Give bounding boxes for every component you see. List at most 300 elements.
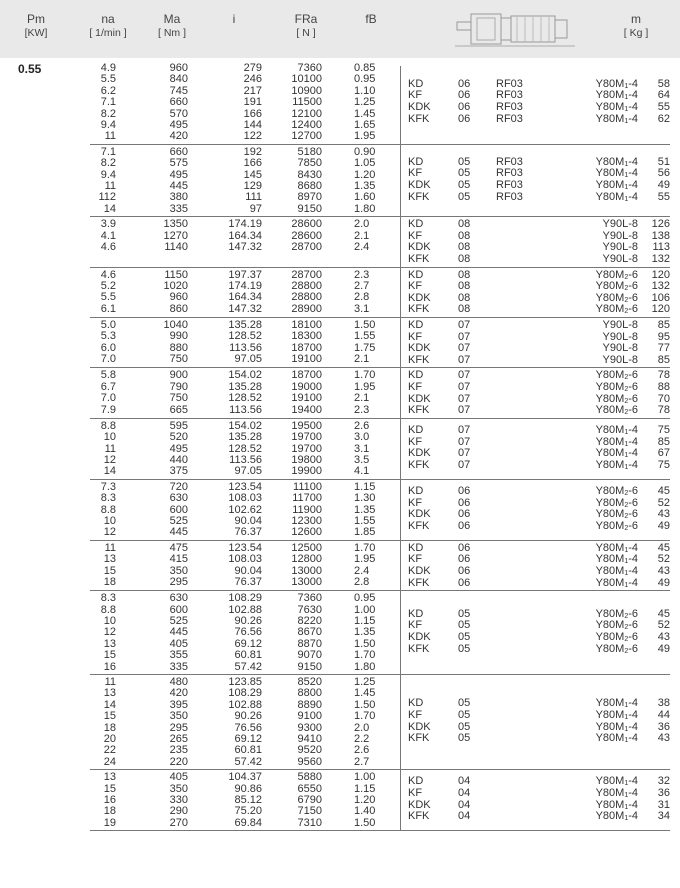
motor-subscript: 1 [624,117,629,125]
header-ma [150,12,194,40]
fb-cell: 1.20 [354,168,376,181]
fb-cell: 1.50 [354,637,376,650]
motor-designation: $Y80M_1-4$ [595,458,638,471]
fb-cell: 2.0 [354,218,370,231]
na-cell: 8.3 [100,592,116,605]
mass-cell: 95 [657,330,670,343]
fra-cell: 5880 [297,771,322,784]
fra-cell: 12400 [291,119,322,131]
i-cell: 279 [243,62,262,74]
mass-cell: 75 [657,424,670,437]
mass-cell: 85 [657,435,670,448]
fra-cell: 28600 [291,229,322,242]
model-size: 06 [458,100,471,113]
fb-cell: 1.75 [354,341,376,354]
i-cell: 174.19 [228,218,262,231]
i-cell: 164.34 [228,291,262,304]
fra-cell: 28800 [291,291,322,304]
table-header [0,0,680,58]
motor-designation: $Y80M_1-4$ [595,89,638,102]
gearmotor-drawing [455,8,595,50]
model-flange: RF03 [496,167,523,180]
ma-cell: 990 [169,330,188,343]
row-group [90,367,670,417]
ma-cell: 570 [169,107,188,120]
fb-cell: 1.05 [354,157,376,170]
i-cell: 128.52 [228,330,262,343]
mass-cell: 106 [651,291,670,304]
i-cell: 102.62 [228,503,262,516]
fra-cell: 11700 [292,492,322,505]
model-size: 07 [458,435,471,448]
model-size: 07 [458,380,471,393]
fb-cell: 2.2 [354,733,370,745]
motor-designation: $Y80M_2-6$ [595,280,638,293]
na-cell: 10 [103,514,116,527]
na-cell: 12 [103,626,116,639]
ma-cell: 745 [169,84,188,97]
model-size: 07 [458,330,471,343]
fra-cell: 6550 [297,782,322,795]
fb-cell: 1.15 [354,480,376,493]
mass-cell: 58 [657,77,670,90]
motor-subscript: 1 [624,429,629,437]
i-cell: 90.26 [234,710,262,723]
mass-cell: 75 [657,458,670,471]
group-divider [90,590,670,591]
ma-cell: 575 [169,157,188,170]
model-type: KD [408,607,424,620]
ma-cell: 220 [169,755,188,768]
motor-subscript: 1 [624,792,629,800]
model-size: 07 [458,447,471,460]
model-size: 06 [458,89,471,102]
na-cell: 8.3 [100,492,116,505]
header-m [616,12,656,40]
motor-designation: $Y80M_1-4$ [595,720,638,733]
motor-subscript: 1 [624,725,629,733]
na-cell: 6.7 [100,380,116,393]
i-cell: 108.03 [228,492,262,505]
motor-subscript: 2 [624,612,629,620]
motor-subscript: 1 [624,558,629,566]
motor-designation: $Y80M_1-4$ [595,732,638,745]
i-cell: 85.12 [234,793,262,806]
mass-cell: 120 [651,303,670,316]
ma-cell: 600 [169,503,188,516]
row-group [90,418,670,479]
header-m-unit: [ Kg ] [623,27,649,39]
model-flange: RF03 [496,89,523,102]
model-size: 07 [458,342,471,355]
fra-cell: 11500 [292,96,322,109]
model-size: 08 [458,229,471,242]
model-size: 08 [458,280,471,293]
mass-cell: 55 [657,100,670,113]
na-cell: 8.8 [100,419,116,432]
model-size: 05 [458,167,471,180]
i-cell: 129 [243,179,262,192]
header-pm [18,12,54,40]
fb-cell: 1.50 [354,816,376,829]
fra-cell: 8870 [297,637,322,650]
na-cell: 15 [103,782,116,795]
mass-cell: 43 [657,732,670,745]
ma-cell: 480 [169,676,188,688]
model-size: 04 [458,798,471,811]
fb-cell: 0.95 [354,73,376,86]
model-type: KD [408,268,424,281]
fra-cell: 10100 [291,73,322,86]
fb-cell: 2.7 [354,279,370,292]
motor-designation: $Y80M_1-4$ [595,167,638,180]
na-cell: 14 [103,202,116,215]
fra-cell: 6790 [297,793,322,806]
motor-designation: $Y80M_1-4$ [595,77,638,90]
model-flange: RF03 [496,155,523,168]
na-cell: 18 [103,575,116,588]
fb-cell: 1.35 [354,626,376,639]
mass-cell: 78 [657,404,670,417]
i-cell: 122 [243,130,262,143]
i-cell: 57.42 [234,755,262,768]
motor-designation: $Y80M_2-6$ [595,519,638,532]
fb-cell: 1.70 [354,541,376,554]
column-divider [400,674,401,769]
i-cell: 76.56 [234,626,262,639]
na-cell: 12 [103,526,116,539]
motor-subscript: 1 [624,714,629,721]
fra-cell: 12100 [291,107,322,120]
fra-cell: 12500 [291,541,322,554]
column-divider [400,66,401,144]
motor-subscript: 1 [624,581,629,589]
fra-cell: 19400 [291,403,322,416]
i-cell: 123.54 [228,480,262,493]
model-type: KFK [408,404,430,417]
motor-designation: $Y80M_1-4$ [595,787,638,800]
motor-subscript: 1 [624,82,629,90]
ma-cell: 475 [169,541,188,554]
model-size: 06 [458,564,471,577]
na-cell: 11 [104,541,116,554]
ma-cell: 420 [169,130,188,143]
model-type: KDK [408,720,431,733]
i-cell: 57.42 [234,660,262,673]
group-divider [90,769,670,770]
ma-cell: 335 [169,660,188,673]
motor-subscript: 1 [624,737,629,745]
fra-cell: 7360 [297,62,322,74]
i-cell: 97.05 [234,353,262,366]
ma-cell: 415 [169,553,188,566]
na-cell: 5.3 [100,330,116,343]
fra-cell: 8430 [297,168,322,181]
mass-cell: 49 [657,519,670,532]
motor-designation: $Y80M_1-4$ [595,541,638,554]
fb-cell: 3.0 [354,431,370,444]
fra-cell: 12300 [291,514,322,527]
ma-cell: 295 [169,721,188,734]
motor-subscript: 2 [624,296,629,304]
na-cell: 20 [103,733,116,745]
i-cell: 69.12 [234,733,262,745]
fb-cell: 2.1 [354,229,370,242]
model-size: 06 [458,519,471,532]
na-cell: 18 [103,721,116,734]
model-size: 08 [458,252,471,265]
i-cell: 69.12 [234,637,262,650]
motor-designation: $Y80M_2-6$ [595,607,638,620]
na-cell: 7.0 [100,392,116,405]
mass-cell: 64 [657,89,670,102]
model-type: KDK [408,508,431,521]
model-size: 06 [458,576,471,589]
fb-cell: 1.55 [354,514,376,527]
model-size: 06 [458,77,471,90]
na-cell: 7.1 [100,145,116,158]
header-i-symbol: i [232,12,236,26]
ma-cell: 350 [169,564,188,577]
row-group [90,674,670,769]
motor-subscript: 2 [624,636,629,644]
motor-designation: Y90L-8 [602,330,638,343]
motor-designation: $Y80M_2-6$ [595,303,638,316]
motor-designation: $Y80M_2-6$ [595,496,638,509]
model-type: KDK [408,564,431,577]
motor-designation: Y90L-8 [602,241,638,254]
i-cell: 108.29 [228,592,262,605]
fb-cell: 1.70 [354,710,376,723]
fra-cell: 19100 [291,392,322,405]
mass-cell: 36 [657,720,670,733]
motor-subscript: 1 [624,463,629,471]
mass-cell: 88 [657,380,670,393]
motor-subscript: 1 [624,452,629,460]
column-divider [400,418,401,479]
mass-cell: 85 [657,353,670,366]
mass-cell: 43 [657,631,670,644]
group-divider [90,144,670,145]
i-cell: 113.56 [229,403,262,416]
motor-designation: $Y80M_1-4$ [595,697,638,710]
motor-subscript: 1 [624,569,629,577]
fb-cell: 1.80 [354,202,376,215]
i-cell: 60.81 [234,744,262,757]
na-cell: 15 [103,710,116,723]
motor-designation: $Y80M_2-6$ [595,508,638,521]
i-cell: 123.85 [228,676,262,688]
model-type: KFK [408,303,430,316]
column-divider [400,267,401,317]
fb-cell: 1.10 [354,84,376,97]
model-size: 07 [458,369,471,382]
fb-cell: 1.35 [354,179,376,192]
header-pm-symbol: Pm [27,12,45,26]
model-type: KDK [408,392,431,405]
mass-cell: 34 [657,810,670,823]
na-cell: 12 [103,453,116,466]
fb-cell: 1.25 [354,96,376,109]
i-cell: 191 [243,96,262,109]
fra-cell: 7630 [297,603,322,616]
i-cell: 154.02 [228,369,262,382]
na-cell: 3.9 [100,218,116,231]
model-size: 06 [458,541,471,554]
na-cell: 13 [103,637,116,650]
model-type: KF [408,229,423,242]
ma-cell: 265 [169,733,188,745]
i-cell: 113.56 [229,453,262,466]
fb-cell: 1.00 [354,603,376,616]
i-cell: 76.37 [234,575,262,588]
model-type: KFK [408,642,430,655]
na-cell: 8.2 [100,107,116,120]
model-size: 04 [458,787,471,800]
model-size: 05 [458,631,471,644]
mass-cell: 51 [657,155,670,168]
na-cell: 112 [98,191,116,204]
ma-cell: 630 [169,592,188,605]
fra-cell: 12800 [291,553,322,566]
fra-cell: 8890 [297,698,322,711]
model-flange: RF03 [496,77,523,90]
i-cell: 90.04 [234,564,262,577]
model-size: 04 [458,775,471,788]
motor-designation: $Y80M_1-4$ [595,709,638,721]
na-cell: 5.5 [100,73,116,86]
na-cell: 7.9 [100,403,116,416]
model-type: KD [408,485,424,498]
fra-cell: 9100 [297,710,322,723]
mass-cell: 49 [657,576,670,589]
i-cell: 90.26 [234,614,262,627]
i-cell: 76.56 [234,721,262,734]
mass-cell: 126 [651,218,670,231]
model-type: KF [408,330,423,343]
motor-subscript: 1 [624,94,629,102]
fra-cell: 8800 [297,687,322,700]
fb-cell: 4.1 [354,465,370,478]
fra-cell: 13000 [291,564,322,577]
motor-designation: $Y80M_2-6$ [595,291,638,304]
motor-designation: Y90L-8 [602,319,638,331]
fb-cell: 1.40 [354,805,376,818]
ma-cell: 525 [169,514,188,527]
model-size: 07 [458,353,471,366]
fb-cell: 2.1 [354,392,370,405]
i-cell: 135.28 [228,380,262,393]
motor-designation: $Y80M_2-6$ [595,380,638,393]
i-cell: 164.34 [228,229,262,242]
model-type: KDK [408,447,431,460]
motor-subscript: 2 [624,308,629,316]
na-cell: 14 [103,465,116,478]
na-cell: 24 [103,755,116,768]
mass-cell: 45 [657,607,670,620]
fb-cell: 1.20 [354,793,376,806]
fb-cell: 3.1 [354,442,370,455]
model-size: 07 [458,424,471,437]
ma-cell: 380 [169,191,188,204]
fra-cell: 8670 [297,626,322,639]
model-type: KDK [408,178,431,191]
fra-cell: 9070 [297,649,322,662]
mass-cell: 36 [657,787,670,800]
motor-designation: $Y80M_2-6$ [595,631,638,644]
fra-cell: 19900 [291,465,322,478]
i-cell: 90.86 [234,782,262,795]
model-size: 08 [458,291,471,304]
model-size: 08 [458,218,471,231]
motor-designation: Y90L-8 [602,218,638,231]
ma-cell: 1150 [164,268,188,281]
ma-cell: 495 [169,442,188,455]
fb-cell: 2.7 [354,755,370,768]
fra-cell: 9150 [297,660,322,673]
na-cell: 13 [103,771,116,784]
model-type: KF [408,89,423,102]
header-m-symbol: m [631,12,641,26]
fb-cell: 1.50 [354,319,376,331]
motor-subscript: 1 [624,780,629,788]
na-cell: 19 [103,816,116,829]
i-cell: 197.37 [228,268,262,281]
fb-cell: 1.55 [354,330,376,343]
fb-cell: 0.95 [354,592,376,605]
model-type: KFK [408,458,430,471]
ma-cell: 405 [169,771,188,784]
ma-cell: 375 [169,465,188,478]
column-divider [400,216,401,266]
group-divider [90,267,670,268]
fb-cell: 1.50 [354,698,376,711]
header-i [226,12,242,26]
column-divider [400,590,401,674]
model-type: KFK [408,353,430,366]
column-divider [400,769,401,830]
fra-cell: 9300 [297,721,322,734]
ma-cell: 595 [169,419,188,432]
mass-cell: 113 [652,241,670,254]
fb-cell: 2.4 [354,240,370,253]
motor-designation: $Y80M_1-4$ [595,178,638,191]
header-fb [356,12,386,26]
fra-cell: 28900 [291,302,322,315]
header-fb-symbol: fB [365,12,377,26]
mass-cell: 44 [657,709,670,721]
ma-cell: 350 [169,710,188,723]
fra-cell: 19000 [291,380,322,393]
model-type: KF [408,496,423,509]
column-divider [400,540,401,590]
column-divider [400,479,401,540]
fra-cell: 19500 [291,419,322,432]
ma-cell: 750 [169,392,188,405]
model-type: KDK [408,100,431,113]
model-type: KF [408,787,423,800]
i-cell: 128.52 [228,392,262,405]
model-type: KF [408,380,423,393]
na-cell: 13 [103,687,116,700]
model-size: 06 [458,112,471,125]
table-bottom-rule [90,830,670,831]
motor-subscript: 1 [624,546,629,554]
na-cell: 6.0 [100,341,116,354]
fb-cell: 1.30 [354,492,376,505]
mass-cell: 52 [657,619,670,632]
motor-subscript: 1 [624,803,629,811]
